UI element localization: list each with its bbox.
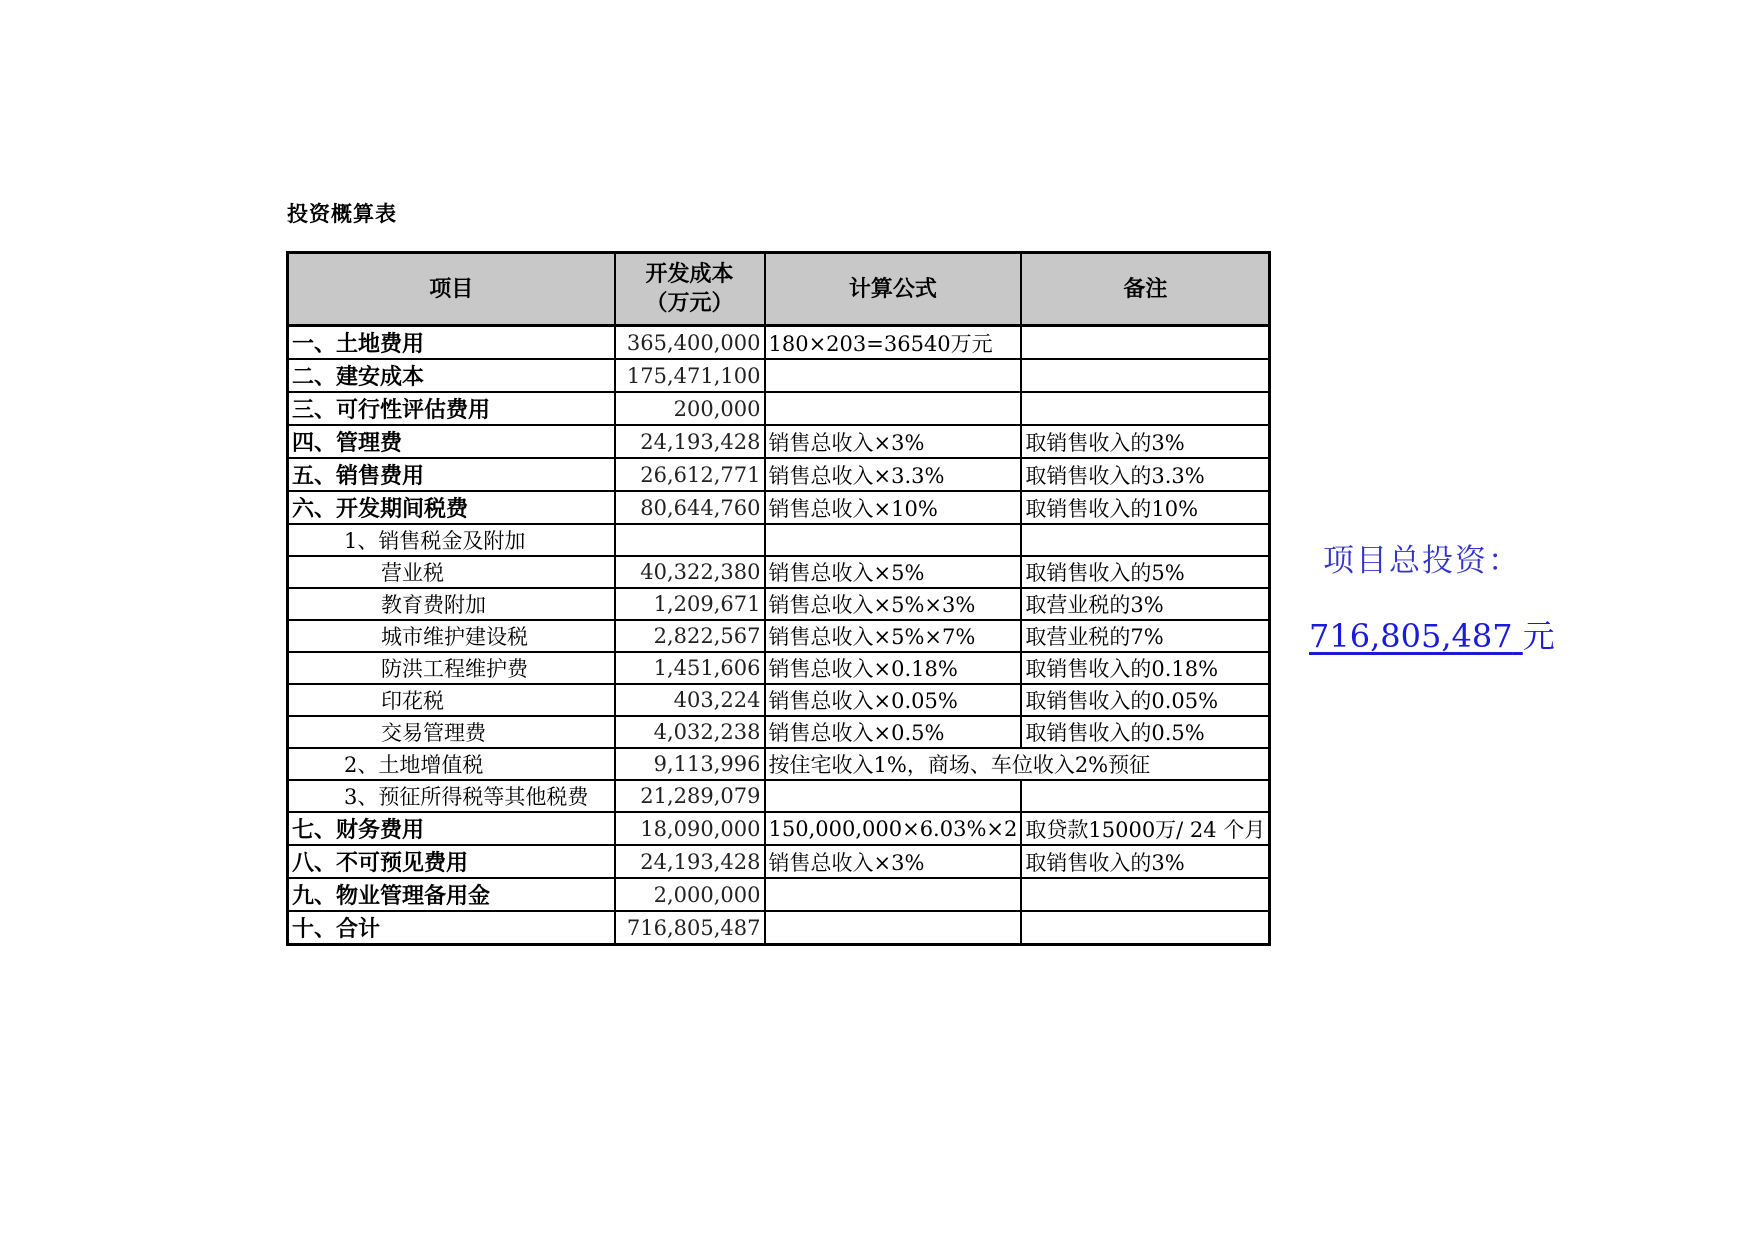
page-title: 投资概算表 <box>287 202 397 226</box>
row-note: 取销售收入的0.18% <box>1021 652 1269 684</box>
row-amount: 18,090,000 <box>615 812 765 845</box>
row-item: 3、预征所得税等其他税费 <box>288 780 615 812</box>
table-row <box>288 588 1270 620</box>
header-cost-line2: （万元） <box>645 291 734 316</box>
row-formula: 销售总收入×5%×3% <box>765 588 1022 620</box>
row-formula: 150,000,000×6.03%×2 <box>765 812 1022 845</box>
row-note: 取销售收入的0.05% <box>1021 684 1269 716</box>
row-item: 2、土地增值税 <box>288 748 615 780</box>
row-amount: 40,322,380 <box>615 556 765 588</box>
header-formula: 计算公式 <box>765 253 1022 326</box>
row-amount: 2,000,000 <box>615 878 765 911</box>
investment-budget-table <box>286 251 1271 946</box>
table-row <box>288 425 1270 458</box>
row-formula: 销售总收入×10% <box>765 491 1022 524</box>
table-row <box>288 326 1270 360</box>
row-item: 城市维护建设税 <box>288 620 615 652</box>
row-formula <box>765 359 1022 392</box>
row-formula: 销售总收入×0.05% <box>765 684 1022 716</box>
table-row <box>288 556 1270 588</box>
row-formula: 180×203=36540万元 <box>765 326 1022 360</box>
row-note <box>1021 911 1269 945</box>
table-row <box>288 652 1270 684</box>
row-note <box>1021 780 1269 812</box>
row-amount: 200,000 <box>615 392 765 425</box>
row-amount <box>615 524 765 556</box>
table-row <box>288 878 1270 911</box>
row-amount: 175,471,100 <box>615 359 765 392</box>
total-investment-label: 项目总投资： <box>1323 543 1521 579</box>
table-row <box>288 684 1270 716</box>
row-formula: 按住宅收入1%，商场、车位收入2%预征 <box>765 748 1270 780</box>
row-amount: 403,224 <box>615 684 765 716</box>
row-note <box>1021 359 1269 392</box>
row-formula <box>765 878 1022 911</box>
row-item: 一、土地费用 <box>288 326 615 360</box>
row-note: 取贷款15000万/ 24 个月 <box>1021 812 1269 845</box>
row-amount: 2,822,567 <box>615 620 765 652</box>
row-amount: 9,113,996 <box>615 748 765 780</box>
row-note: 取营业税的7% <box>1021 620 1269 652</box>
row-amount: 716,805,487 <box>615 911 765 945</box>
row-item: 防洪工程维护费 <box>288 652 615 684</box>
row-formula <box>765 780 1022 812</box>
row-item: 三、可行性评估费用 <box>288 392 615 425</box>
row-item: 四、管理费 <box>288 425 615 458</box>
row-item: 五、销售费用 <box>288 458 615 491</box>
row-item: 1、销售税金及附加 <box>288 524 615 556</box>
row-note <box>1021 878 1269 911</box>
row-formula: 销售总收入×5%×7% <box>765 620 1022 652</box>
row-amount: 1,209,671 <box>615 588 765 620</box>
row-amount: 4,032,238 <box>615 716 765 748</box>
header-item: 项目 <box>288 253 615 326</box>
row-item: 营业税 <box>288 556 615 588</box>
row-note: 取销售收入的3% <box>1021 845 1269 878</box>
row-amount: 21,289,079 <box>615 780 765 812</box>
row-amount: 26,612,771 <box>615 458 765 491</box>
row-note: 取销售收入的5% <box>1021 556 1269 588</box>
row-formula: 销售总收入×3.3% <box>765 458 1022 491</box>
row-amount: 24,193,428 <box>615 425 765 458</box>
row-formula: 销售总收入×3% <box>765 425 1022 458</box>
total-investment-unit: 元 <box>1522 617 1555 655</box>
table-row <box>288 845 1270 878</box>
row-item: 二、建安成本 <box>288 359 615 392</box>
row-formula <box>765 392 1022 425</box>
table-row <box>288 620 1270 652</box>
row-item: 十、合计 <box>288 911 615 945</box>
row-note: 取销售收入的3% <box>1021 425 1269 458</box>
row-note: 取销售收入的0.5% <box>1021 716 1269 748</box>
row-formula <box>765 524 1022 556</box>
row-amount: 24,193,428 <box>615 845 765 878</box>
row-item: 教育费附加 <box>288 588 615 620</box>
row-note <box>1021 524 1269 556</box>
table-header-row <box>288 253 1270 326</box>
total-investment-value[interactable] <box>1309 611 1555 657</box>
table-row <box>288 748 1270 780</box>
table-row-total <box>288 911 1270 945</box>
row-note <box>1021 326 1269 360</box>
row-item: 七、财务费用 <box>288 812 615 845</box>
row-item: 九、物业管理备用金 <box>288 878 615 911</box>
table-row <box>288 491 1270 524</box>
table-row <box>288 392 1270 425</box>
row-amount: 1,451,606 <box>615 652 765 684</box>
total-investment-amount: 716,805,487 <box>1309 617 1513 655</box>
table-row <box>288 780 1270 812</box>
row-item: 交易管理费 <box>288 716 615 748</box>
row-item: 六、开发期间税费 <box>288 491 615 524</box>
table-row <box>288 524 1270 556</box>
row-note: 取销售收入的10% <box>1021 491 1269 524</box>
table-row <box>288 359 1270 392</box>
table-row <box>288 716 1270 748</box>
row-note <box>1021 392 1269 425</box>
row-formula <box>765 911 1022 945</box>
row-amount: 80,644,760 <box>615 491 765 524</box>
table-row <box>288 812 1270 845</box>
row-item: 八、不可预见费用 <box>288 845 615 878</box>
header-note: 备注 <box>1021 253 1269 326</box>
row-amount: 365,400,000 <box>615 326 765 360</box>
row-formula: 销售总收入×0.5% <box>765 716 1022 748</box>
row-note: 取营业税的3% <box>1021 588 1269 620</box>
row-formula: 销售总收入×3% <box>765 845 1022 878</box>
row-formula: 销售总收入×0.18% <box>765 652 1022 684</box>
table-row <box>288 458 1270 491</box>
header-cost <box>615 253 765 326</box>
header-cost-line1: 开发成本 <box>645 262 734 287</box>
row-note: 取销售收入的3.3% <box>1021 458 1269 491</box>
row-formula: 销售总收入×5% <box>765 556 1022 588</box>
row-item: 印花税 <box>288 684 615 716</box>
